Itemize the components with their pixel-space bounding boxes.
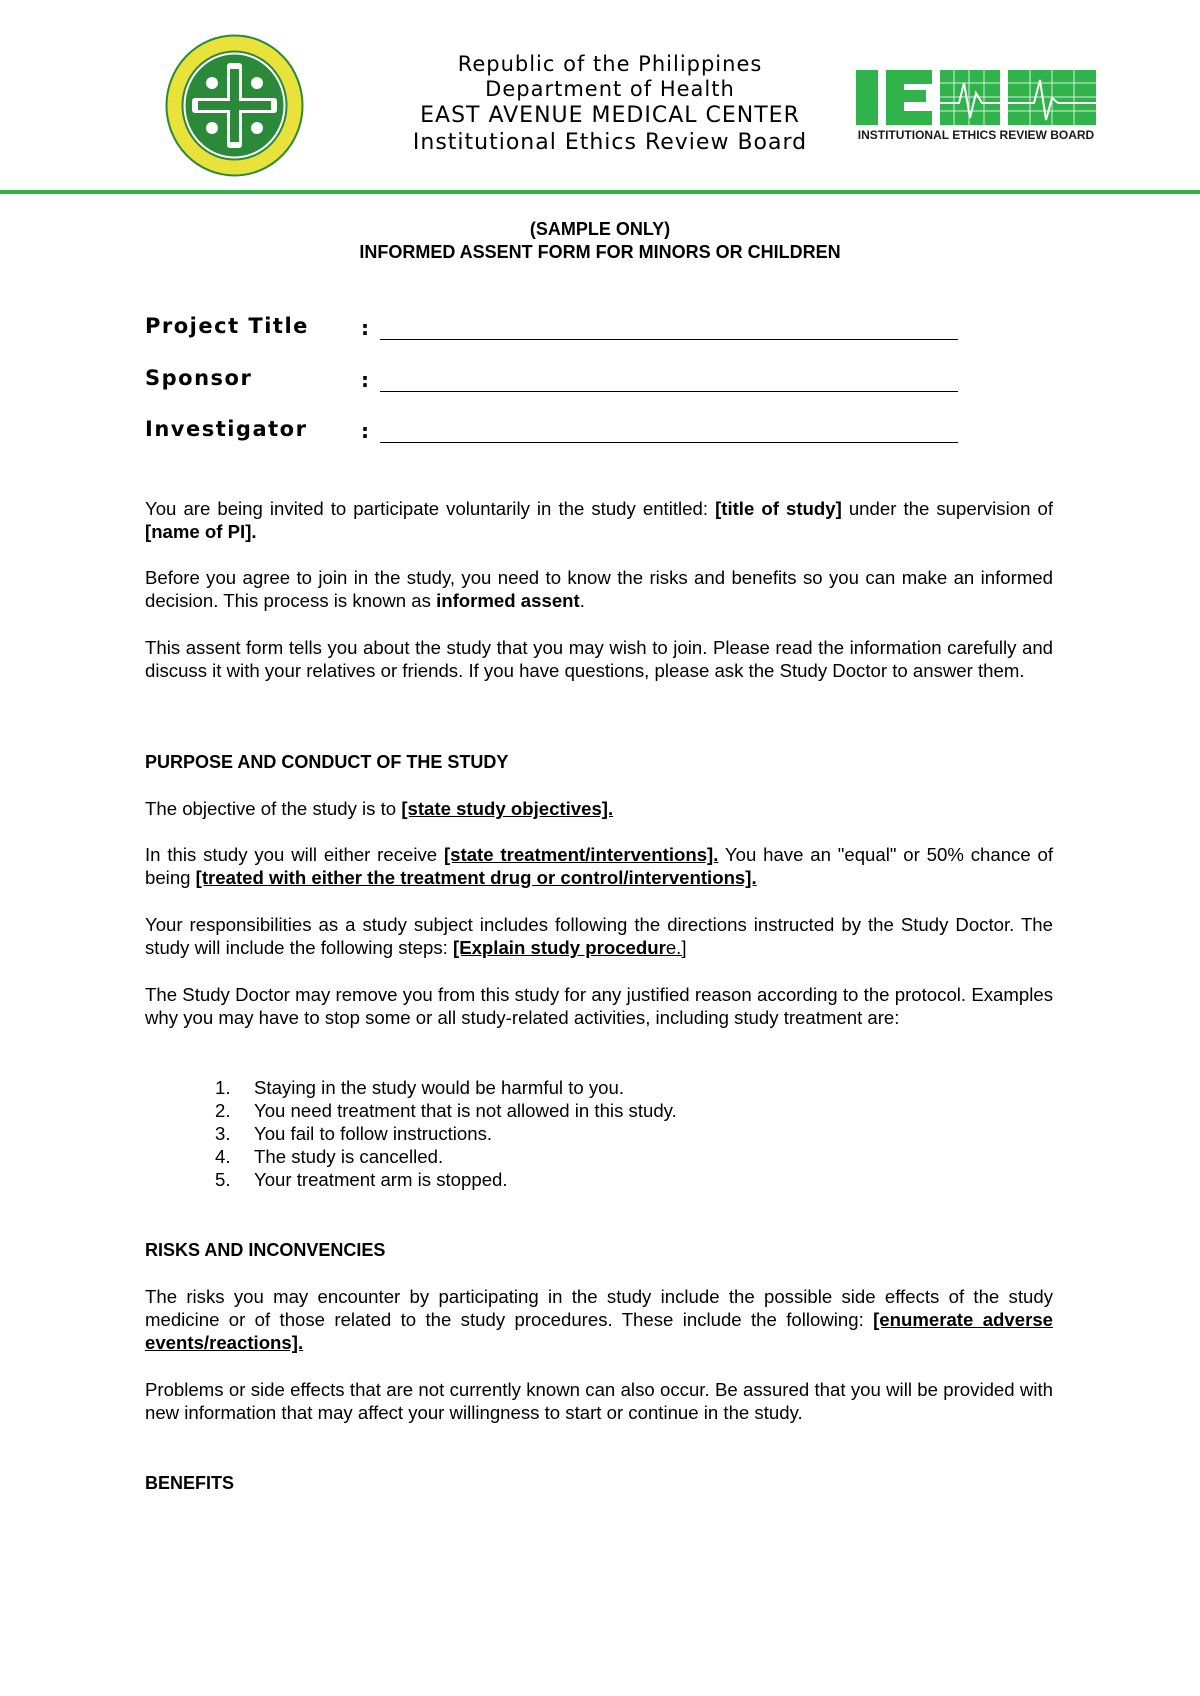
list-text: You need treatment that is not allowed in this study. — [254, 1100, 677, 1121]
withdrawal-reasons-list — [215, 1076, 677, 1191]
field-label-sponsor: Sponsor — [145, 366, 253, 390]
purpose-paragraph-4: The Study Doctor may remove you from this study for any justified reason according to the protocol. Examples why you may have to stop some or all study-related activities, including study treatment are: — [145, 984, 1053, 1028]
investigator-field[interactable] — [380, 442, 958, 443]
field-colon: : — [361, 419, 369, 443]
ierb-logo — [854, 68, 1099, 143]
header-republic: Republic of the Philippines — [457, 52, 763, 76]
arm-placeholder: [treated with either the treatment drug or control/interventions]. — [195, 867, 757, 888]
pi-name-placeholder: [name of PI]. — [145, 521, 257, 542]
list-item — [215, 1122, 677, 1145]
treatment-placeholder: [state treatment/interventions]. — [443, 844, 719, 865]
text: under the supervision of — [841, 498, 1053, 519]
sponsor-field[interactable] — [380, 391, 958, 392]
study-title-placeholder: [title of study] — [715, 498, 842, 519]
list-text: Your treatment arm is stopped. — [254, 1169, 508, 1190]
informed-assent-term: informed assent — [436, 590, 580, 611]
list-item — [215, 1099, 677, 1122]
list-number: 1. — [215, 1077, 231, 1098]
header-block — [380, 52, 840, 156]
text: Before you agree to join in the study, you need to know the risks and benefits so you can make an informed decision. This process is known as — [145, 567, 1053, 611]
text: You have an "equal" or 50% chance of being — [145, 844, 1054, 888]
header-board: Institutional Ethics Review Board — [412, 130, 808, 155]
text: e.] — [665, 937, 687, 958]
text: In this study you will either receive — [145, 844, 444, 865]
list-number: 4. — [215, 1146, 231, 1167]
section-heading-risks: RISKS AND INCONVENCIES — [145, 1240, 386, 1260]
sample-only-title: (SAMPLE ONLY) — [529, 219, 671, 239]
intro-paragraph-2 — [145, 566, 1053, 612]
procedure-placeholder: [Explain study procedur — [453, 937, 666, 958]
text: Your responsibilities as a study subject includes following the directions instructed by the Study Doctor. The study will include the following steps: — [145, 914, 1053, 958]
text: The risks you may encounter by participating in the study include the possible side effects of the study medicine or of those related to the study procedures. These include the following: — [145, 1286, 1053, 1330]
header-department: Department of Health — [485, 77, 735, 101]
section-heading-benefits: BENEFITS — [145, 1473, 235, 1493]
purpose-paragraph-2 — [145, 843, 1053, 889]
intro-paragraph-3: This assent form tells you about the study that you may wish to join. Please read the information carefully and discuss it with your relatives or friends. If you have questions, please ask the Study Doctor to answer them. — [145, 637, 1053, 681]
intro-paragraph-1 — [145, 497, 1053, 543]
list-text: The study is cancelled. — [254, 1146, 444, 1167]
risks-paragraph-2: Problems or side effects that are not currently known can also occur. Be assured that you will be provided with new information that may affect your willingness to start or continue in the study. — [145, 1379, 1053, 1423]
project-title-field[interactable] — [380, 339, 958, 340]
purpose-paragraph-3 — [145, 913, 1053, 959]
objectives-placeholder: [state study objectives]. — [401, 798, 614, 819]
text: The objective of the study is to — [145, 798, 402, 819]
list-item — [215, 1168, 677, 1191]
header-hospital: EAST AVENUE MEDICAL CENTER — [420, 103, 800, 128]
list-number: 2. — [215, 1100, 231, 1121]
list-item — [215, 1145, 677, 1168]
field-colon: : — [361, 316, 369, 340]
field-label-project-title: Project Title — [145, 314, 309, 338]
text: . — [579, 590, 585, 611]
ierb-logo-caption: INSTITUTIONAL ETHICS REVIEW BOARD — [857, 128, 1095, 142]
eamc-seal-logo — [164, 33, 305, 178]
field-colon: : — [361, 368, 369, 392]
field-label-investigator: Investigator — [145, 417, 308, 441]
purpose-paragraph-1 — [145, 797, 1053, 820]
list-number: 5. — [215, 1169, 231, 1190]
risks-paragraph-1 — [145, 1285, 1053, 1354]
text: You are being invited to participate voluntarily in the study entitled: — [145, 498, 716, 519]
list-text: Staying in the study would be harmful to you. — [254, 1077, 625, 1098]
list-text: You fail to follow instructions. — [254, 1123, 493, 1144]
form-title: INFORMED ASSENT FORM FOR MINORS OR CHILDREN — [359, 242, 841, 262]
list-number: 3. — [215, 1123, 231, 1144]
section-heading-purpose: PURPOSE AND CONDUCT OF THE STUDY — [145, 752, 509, 772]
list-item — [215, 1076, 677, 1099]
header-divider — [0, 190, 1200, 194]
adverse-events-placeholder: [enumerate adverse events/reactions]. — [145, 1309, 1054, 1353]
